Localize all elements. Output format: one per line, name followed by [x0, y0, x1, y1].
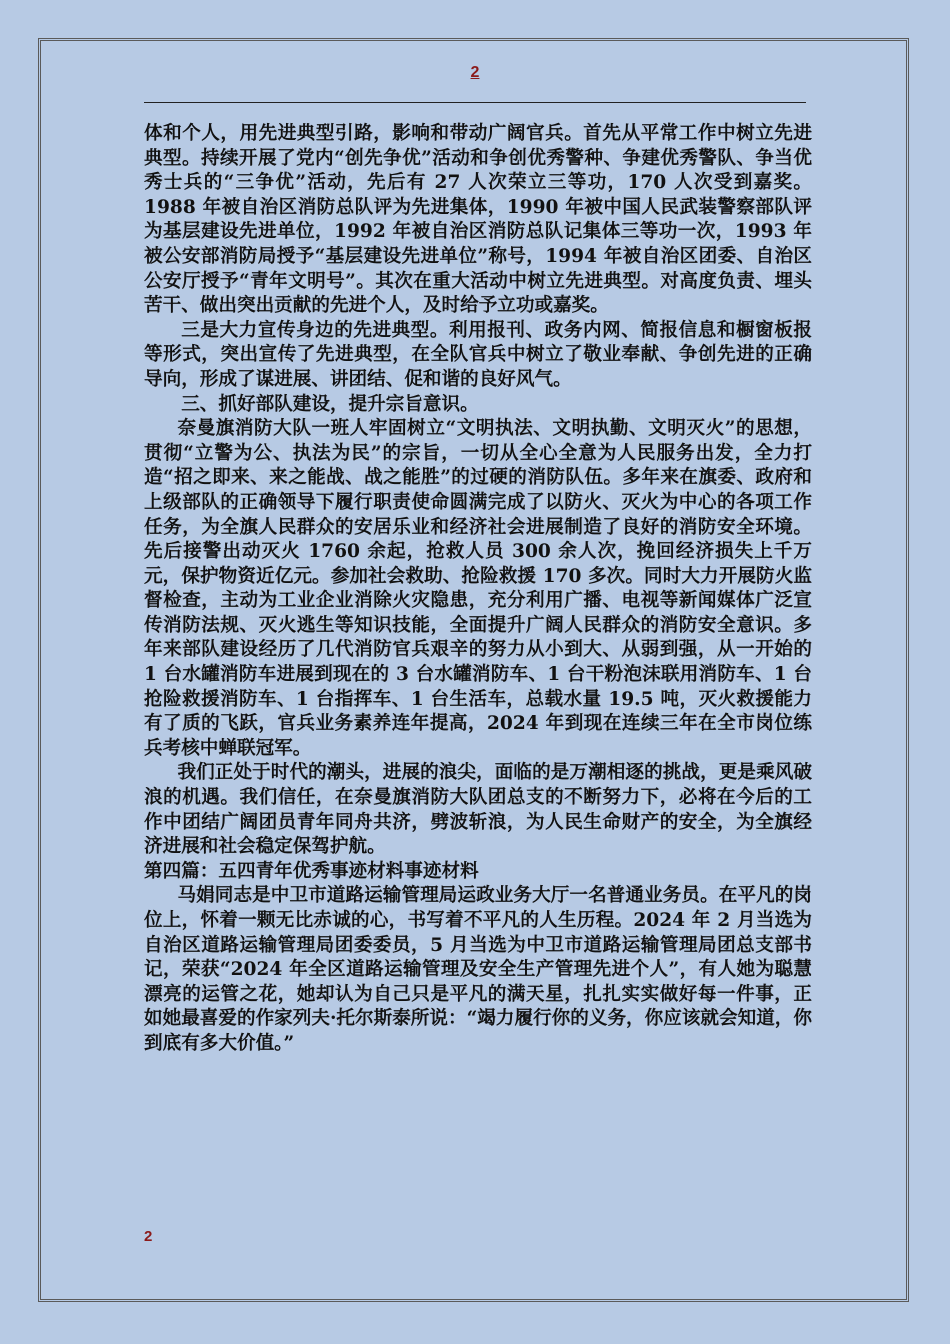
paragraph-ma-juan: 马娟同志是中卫市道路运输管理局运政业务大厅一名普通业务员。在平凡的岗位上，怀着一颗无比赤诚的心，书写着不平凡的人生历程。2024 年 2 月当选为自治区道路运输管理局团委委员，5 月当选为中卫市道路运输管理局团总支部书记，荣获“2024 年全区道路运输管理及安全生产管理先进个人”，有人她为聪慧漂亮的运管之花，她却认为自己只是平凡的满天星，扎扎实实做好每一件事，正如她最喜爱的作家列夫·托尔斯泰所说：“竭力履行你的义务，你应该就会知道，你到底有多大价值。” [144, 885, 812, 1054]
section-heading-team-building: 三、抓好部队建设，提升宗旨意识。 [181, 393, 479, 415]
document-body [144, 122, 812, 1057]
paragraph-fire-brigade: 奈曼旗消防大队一班人牢固树立“文明执法、文明执勤、文明灭火”的思想，贯彻“立警为公、执法为民”的宗旨，一切从全心全意为人民服务出发，全力打造“招之即来、来之能战、战之能胜”的过硬的消防队伍。多年来在旗委、政府和上级部队的正确领导下履行职责使命圆满完成了以防火、灭火为中心的各项工作任务，为全旗人民群众的安居乐业和经济社会进展制造了良好的消防安全环境。先后接警出动灭火 1760 余起，抢救人员 300 余人次，挽回经济损失上千万元，保护物资近亿元。参加社会救助、抢险救援 170 多次。同时大力开展防火监督检查，主动为工业企业消除火灾隐患，充分利用广播、电视等新闻媒体广泛宣传消防法规、灭火逃生等知识技能，全面提升广阔人民群众的消防安全意识。多年来部队建设经历了几代消防官兵艰辛的努力从小到大、从弱到强，从一开始的 1 台水罐消防车进展到现在的 3 台水罐消防车、1 台干粉泡沫联用消防车、1 台抢险救援消防车、1 台指挥车、1 台生活车，总载水量 19.5 吨，灭火救援能力有了质的飞跃，官兵业务素养连年提高，2024 年到现在连续三年在全市岗位练兵考核中蝉联冠军。 [144, 418, 812, 759]
header-page-number: 2 [470, 64, 480, 81]
paragraph-typical-models: 体和个人，用先进典型引路，影响和带动广阔官兵。首先从平常工作中树立先进典型。持续开展了党内“创先争优”活动和争创优秀警种、争建优秀警队、争当优秀士兵的“三争优”活动，先后有 27 人次荣立三等功，170 人次受到嘉奖。1988 年被自治区消防总队评为先进集体，1990 年被中国人民武装警察部队评为基层建设先进单位，1992 年被自治区消防总队记集体三等功一次，1993 年被公安部消防局授予“基层建设先进单位”称号，1994 年被自治区团委、自治区公安厅授予“青年文明号”。其次在重大活动中树立先进典型。对高度负责、埋头苦干、做出突出贡献的先进个人，及时给予立功或嘉奖。 [144, 123, 812, 317]
header-divider [144, 102, 806, 103]
paragraph-conclusion: 我们正处于时代的潮头，进展的浪尖，面临的是万潮相逐的挑战，更是乘风破浪的机遇。我们信任，在奈曼旗消防大队团总支的不断努力下，必将在今后的工作中团结广阔团员青年同舟共济，劈波斩浪，为人民生命财产的安全，为全旗经济进展和社会稳定保驾护航。 [144, 762, 812, 858]
footer-page-number: 2 [144, 1228, 153, 1245]
chapter-title-part-four: 第四篇：五四青年优秀事迹材料事迹材料 [144, 860, 479, 882]
paragraph-publicity: 三是大力宣传身边的先进典型。利用报刊、政务内网、简报信息和橱窗板报等形式，突出宣传了先进典型，在全队官兵中树立了敬业奉献、争创先进的正确导向，形成了谋进展、讲团结、促和谐的良好风气。 [144, 319, 812, 390]
